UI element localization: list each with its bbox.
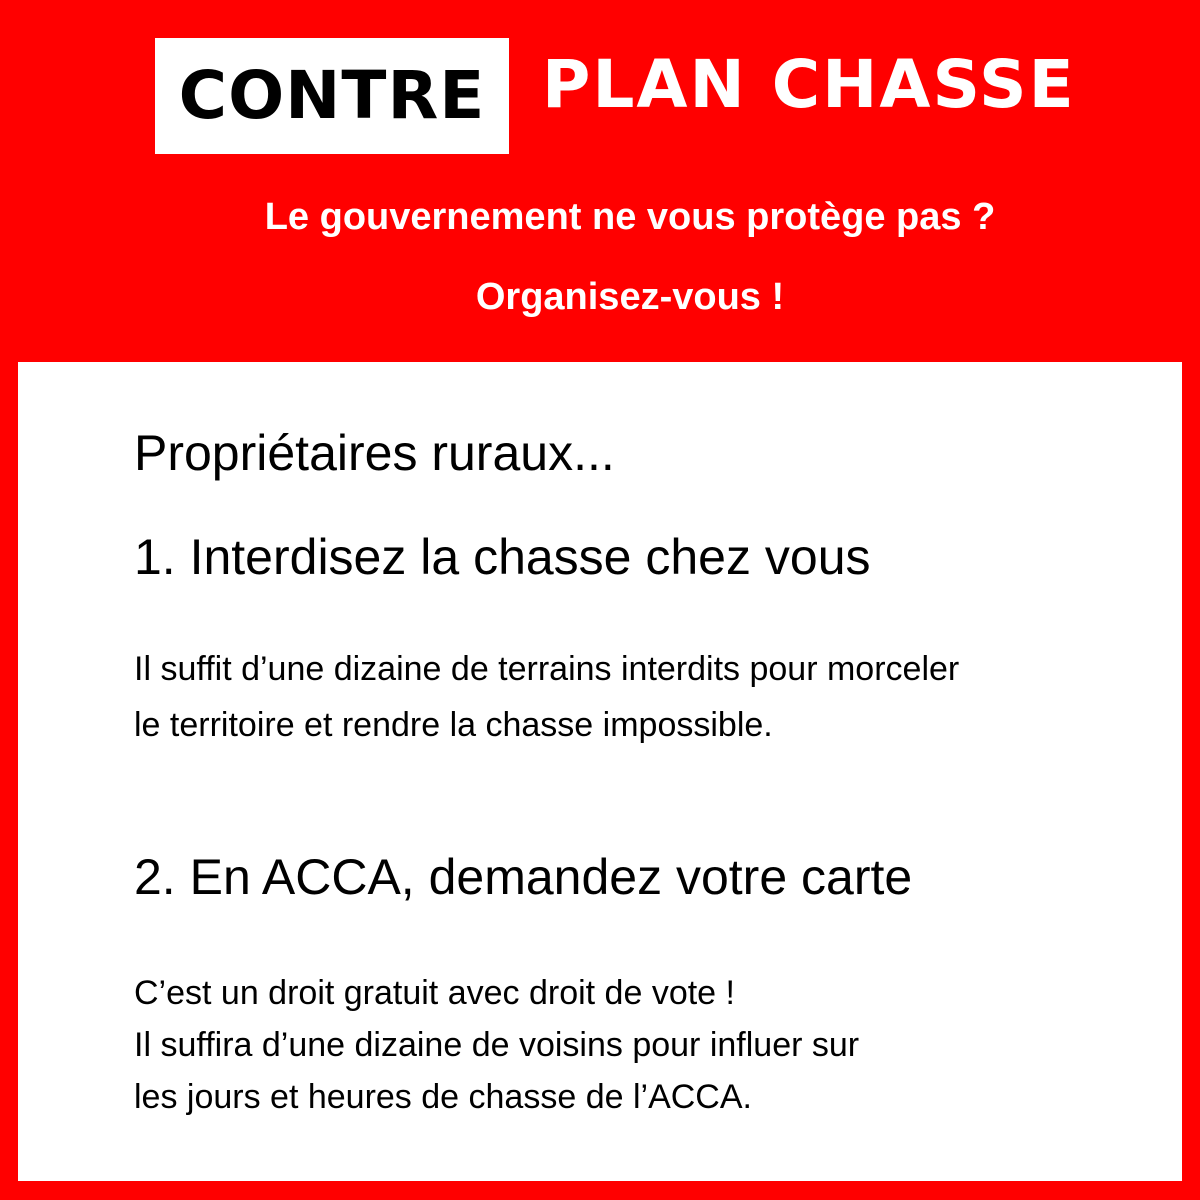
subtitle-organize: Organisez-vous ! <box>475 276 785 318</box>
title-plan-chasse: PLAN CHASSE <box>542 46 1076 123</box>
title-badge <box>155 38 509 154</box>
step2-text-line: C’est un droit gratuit avec droit de vote ! <box>134 974 735 1012</box>
step1-text-line: Il suffit d’une dizaine de terrains interdits pour morceler <box>134 650 960 688</box>
step2-text-line: Il suffira d’une dizaine de voisins pour influer sur <box>134 1026 860 1064</box>
step1-heading: 1. Interdisez la chasse chez vous <box>134 529 871 585</box>
intro-heading: Propriétaires ruraux... <box>134 425 615 481</box>
step1-text-line: le territoire et rendre la chasse impossible. <box>134 706 773 744</box>
step2-heading: 2. En ACCA, demandez votre carte <box>134 849 913 905</box>
step2-text-line: les jours et heures de chasse de l’ACCA. <box>134 1078 752 1116</box>
content-panel <box>18 362 1182 1181</box>
subtitle-government: Le gouvernement ne vous protège pas ? <box>264 196 996 238</box>
title-contre: CONTRE <box>178 57 486 134</box>
